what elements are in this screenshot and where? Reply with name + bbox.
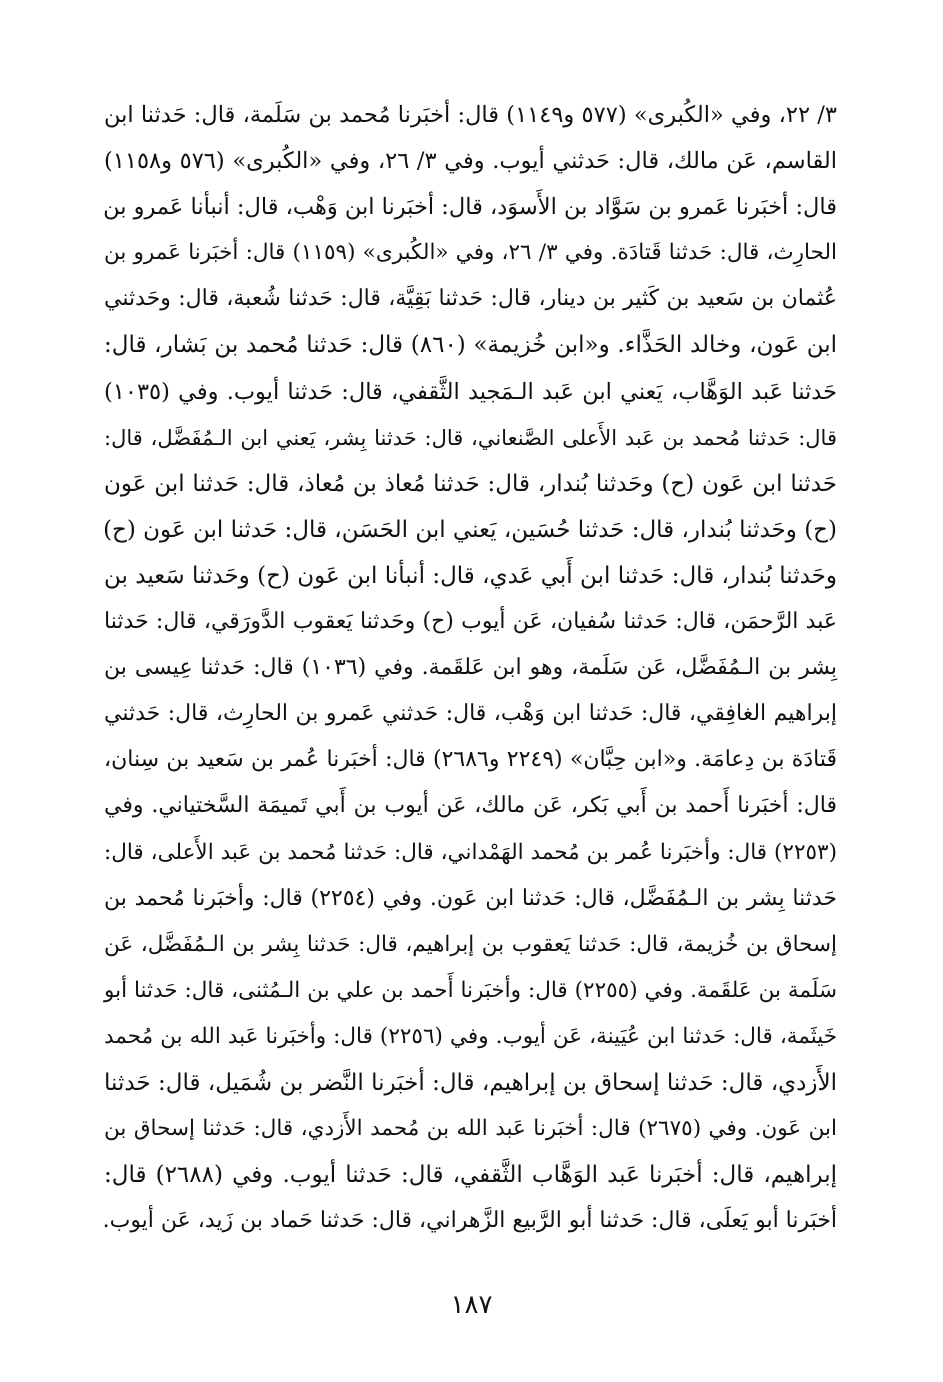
text-line: القاسم، عَن مالك، قال: حَدثني أيوب. وفي ٣/ ٢٦، وفي «الكُبرى» (٥٧٦ و١١٥٨)	[104, 148, 837, 175]
text-line: ابن عَون، وخالد الحَذَّاء. و«ابن خُزيمة» (٨٦٠) قال: حَدثنا مُحمد بن بَشار، قال:	[104, 332, 838, 359]
text-line: عُثمان بن سَعيد بن كَثير بن دينار، قال: حَدثنا بَقِيَّة، قال: حَدثنا شُعبة، قال: وحَدثني	[104, 286, 837, 312]
text-line: (ح) وحَدثنا بُندار، قال: حَدثنا حُسَين، يَعني ابن الحَسَن، قال: حَدثنا ابن عَون (ح)	[103, 516, 837, 543]
text-line: بِشر بن الـمُفَضَّل، عَن سَلَمة، وهو ابن عَلقَمة. وفي (١٠٣٦) قال: حَدثنا عِيسى بن	[104, 655, 837, 681]
body-text	[104, 92, 837, 1244]
text-line: إسحاق بن خُزيمة، قال: حَدثنا يَعقوب بن إبراهيم، قال: حَدثنا بِشر بن الـمُفَضَّل، عَن	[104, 931, 837, 957]
text-line: الحارِث، قال: حَدثنا قَتادَة. وفي ٣/ ٢٦، وفي «الكُبرى» (١١٥٩) قال: أخبَرنا عَمرو بن	[104, 240, 838, 266]
text-line: وحَدثنا بُندار، قال: حَدثنا ابن أَبي عَدي، قال: أنبأنا ابن عَون (ح) وحَدثنا سَعيد بن	[104, 562, 837, 589]
text-line: قال: أخبَرنا أَحمد بن أَبي بَكر، عَن مالك، عَن أيوب بن أَبي تَميمَة السَّختياني. وفي	[104, 793, 837, 819]
text-line: قَتادَة بن دِعامَة. و«ابن حِبَّان» (٢٢٤٩ و٢٦٨٦) قال: أخبَرنا عُمر بن سَعيد بن سِنان،	[104, 747, 837, 773]
text-line: حَدثنا بِشر بن الـمُفَضَّل، قال: حَدثنا ابن عَون. وفي (٢٢٥٤) قال: وأخبَرنا مُحمد بن	[104, 885, 838, 911]
text-line: إبراهيم، قال: أخبَرنا عَبد الوَهَّاب الثَّقفي، قال: حَدثنا أيوب. وفي (٢٦٨٨) قال:	[104, 1162, 837, 1189]
text-line: أخبَرنا أبو يَعلَى، قال: حَدثنا أبو الرَّبيع الزَّهراني، قال: حَدثنا حَماد بن زَيد، عَن أيوب.	[102, 1208, 837, 1234]
text-line: حَدثنا عَبد الوَهَّاب، يَعني ابن عَبد الـمَجيد الثَّقفي، قال: حَدثنا أيوب. وفي (١٠٣٥)	[104, 378, 837, 405]
text-line: إبراهيم الغافِقي، قال: حَدثنا ابن وَهْب، قال: حَدثني عَمرو بن الحارِث، قال: حَدثني	[104, 701, 837, 727]
text-line: قال: حَدثنا مُحمد بن عَبد الأَعلى الصَّنعاني، قال: حَدثنا بِشر، يَعني ابن الـمُفَضَّل، قال:	[104, 425, 837, 450]
text-line: سَلَمة بن عَلقَمة. وفي (٢٢٥٥) قال: وأخبَرنا أَحمد بن علي بن الـمُثنى، قال: حَدثنا أبو	[104, 977, 838, 1003]
text-line: قال: أخبَرنا عَمرو بن سَوَّاد بن الأَسوَد، قال: أخبَرنا ابن وَهْب، قال: أنبأنا عَمرو بن	[103, 194, 837, 221]
text-line: خَيثَمة، قال: حَدثنا ابن عُيَينة، عَن أيوب. وفي (٢٢٥٦) قال: وأخبَرنا عَبد الله بن مُحمد	[104, 1023, 837, 1049]
text-line: الأَزدي، قال: حَدثنا إسحاق بن إبراهيم، قال: أخبَرنا النَّضر بن شُمَيل، قال: حَدثنا	[104, 1069, 837, 1096]
text-line: حَدثنا ابن عَون (ح) وحَدثنا بُندار، قال: حَدثنا مُعاذ بن مُعاذ، قال: حَدثنا ابن عَون	[104, 470, 837, 497]
text-line: عَبد الرَّحمَن، قال: حَدثنا سُفيان، عَن أيوب (ح) وحَدثنا يَعقوب الدَّورَقي، قال: حَدثنا	[104, 609, 837, 635]
text-line: (٢٢٥٣) قال: وأخبَرنا عُمر بن مُحمد الهَمْداني، قال: حَدثنا مُحمد بن عَبد الأَعلى، قال:	[104, 839, 837, 865]
page-number: ١٨٧	[450, 1290, 493, 1320]
text-line: ٣/ ٢٢، وفي «الكُبرى» (٥٧٧ و١١٤٩) قال: أخبَرنا مُحمد بن سَلَمة، قال: حَدثنا ابن	[104, 102, 837, 128]
text-line: ابن عَون. وفي (٢٦٧٥) قال: أخبَرنا عَبد الله بن مُحمد الأَزدي، قال: حَدثنا إسحاق بن	[104, 1116, 837, 1142]
